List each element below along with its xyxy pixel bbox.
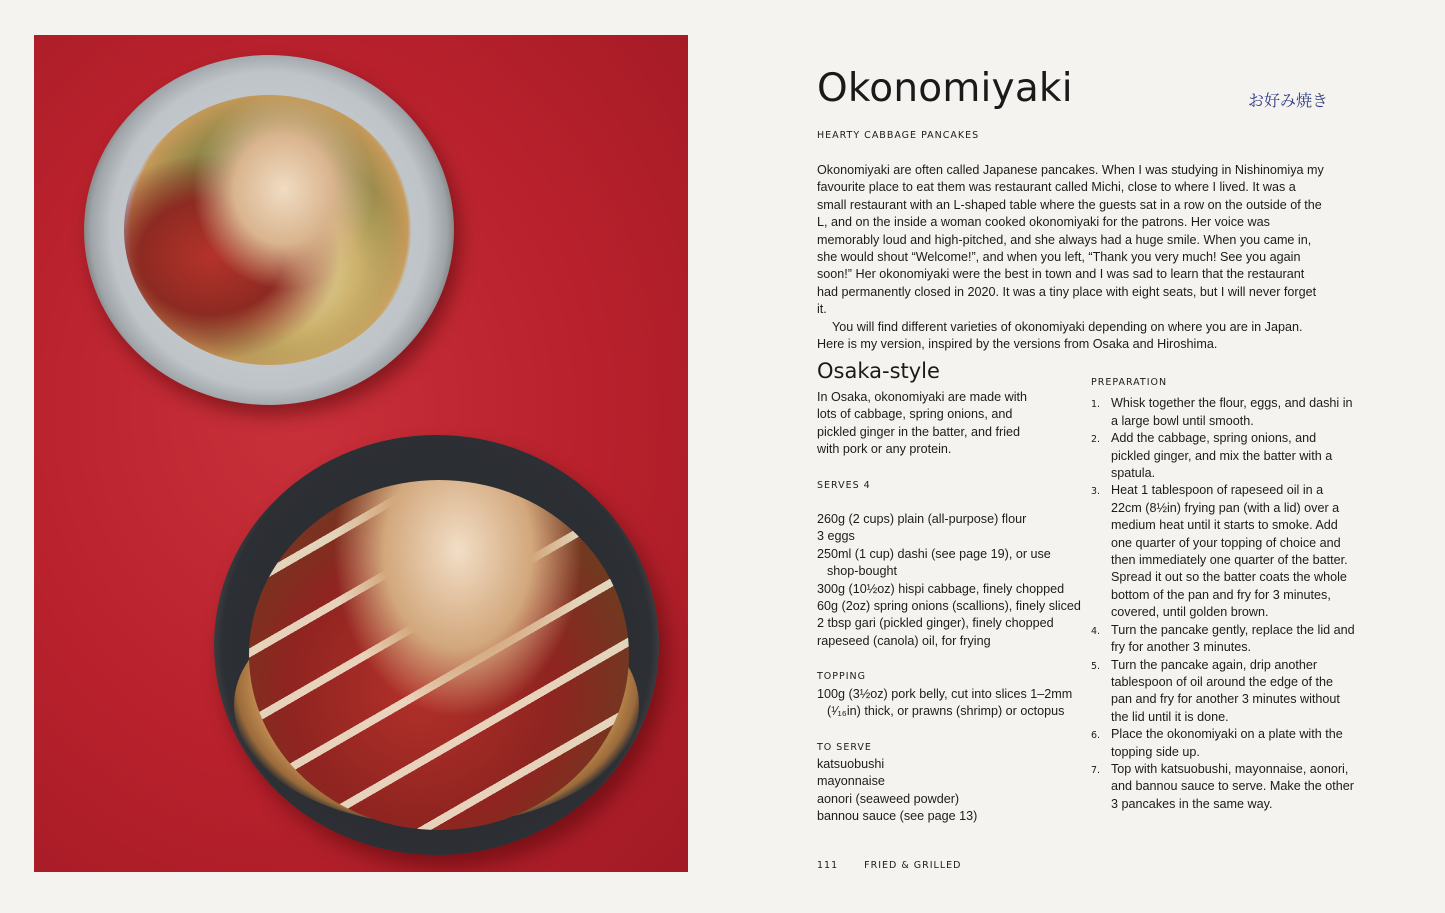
chapter-name: FRIED & GRILLED xyxy=(864,860,962,871)
ingredient-item: 3 eggs xyxy=(817,529,855,544)
step-number: 2. xyxy=(1091,434,1101,446)
topping-label: TOPPING xyxy=(817,671,867,683)
step-item xyxy=(1091,430,1356,482)
preparation-column xyxy=(1091,374,1356,813)
step-number: 7. xyxy=(1091,764,1101,776)
recipe-subtitle: HEARTY CABBAGE PANCAKES xyxy=(817,130,980,141)
step-number: 3. xyxy=(1091,486,1101,498)
recipe-description: In Osaka, okonomiyaki are made with lots of cabbage, spring onions, and pickled ginger in the batter, and fried with pork or any protein. xyxy=(817,390,1027,457)
to-serve-group xyxy=(817,739,1082,826)
step-item xyxy=(1091,395,1356,430)
intro-text xyxy=(817,162,1327,353)
step-text: Turn the pancake again, drip another tablespoon of oil around the edge of the pan and fry for another 3 minutes without the lid until it is done. xyxy=(1111,657,1340,724)
ingredient-item: 2 tbsp gari (pickled ginger), finely chopped xyxy=(817,616,1054,631)
preparation-steps xyxy=(1091,395,1356,813)
ingredient-list xyxy=(817,511,1082,650)
ingredient-item: rapeseed (canola) oil, for frying xyxy=(817,633,991,648)
serves-label: SERVES 4 xyxy=(817,479,871,491)
to-serve-item: mayonnaise xyxy=(817,774,885,789)
step-number: 5. xyxy=(1091,660,1101,672)
recipe-title: Okonomiyaki xyxy=(817,66,1073,111)
section-title: Osaka-style xyxy=(817,359,940,383)
top-okonomiyaki xyxy=(124,95,414,365)
to-serve-item: bannou sauce (see page 13) xyxy=(817,809,978,824)
bottom-plate xyxy=(214,435,659,855)
intro-paragraph: You will find different varieties of okonomiyaki depending on where you are in Japan. Here is my version, inspired by the versions from Osaka and Hiroshima. xyxy=(817,319,1303,352)
japanese-title: お好み焼き xyxy=(1248,91,1329,110)
intro-paragraph: Okonomiyaki are often called Japanese pancakes. When I was studying in Nishinomiya my favourite place to eat them was restaurant called Michi, close to where I lived. It was a small restaurant with an L-shaped table where the guests sat in a row on the outside of the L, and on the inside a woman cooked okonomiyaki for the patrons. Her voice was memorably loud and high-pitched, and she always had a huge smile. When you came in, she would shout “Welcome!”, and when you left, “Thank you very much! See you again soon!” Her okonomiyaki were the best in town and I was sad to learn that the restaurant had permanently closed in 2020. It was a tiny place with eight seats, but I will never forget it. xyxy=(817,163,1324,317)
topping-group xyxy=(817,668,1082,720)
step-text: Whisk together the flour, eggs, and dashi in a large bowl until smooth. xyxy=(1111,396,1353,428)
preparation-label: PREPARATION xyxy=(1091,377,1168,388)
ingredients-column xyxy=(817,389,1082,826)
step-text: Add the cabbage, spring onions, and pickled ginger, and mix the batter with a spatula. xyxy=(1111,431,1333,481)
bottom-okonomiyaki xyxy=(249,480,629,830)
to-serve-item: aonori (seaweed powder) xyxy=(817,791,960,806)
okonomiyaki-photo xyxy=(34,35,688,872)
topping-item: 100g (3½oz) pork belly, cut into slices 1–2mm (¹⁄₁₆in) thick, or prawns (shrimp) or octopus xyxy=(817,686,1073,719)
step-text: Turn the pancake gently, replace the lid and fry for another 3 minutes. xyxy=(1111,622,1355,655)
page-number: 111 xyxy=(817,860,839,871)
step-item xyxy=(1091,622,1356,657)
ingredient-item: 250ml (1 cup) dashi (see page 19), or use shop-bought xyxy=(817,546,1051,579)
to-serve-label: TO SERVE xyxy=(817,741,872,753)
step-number: 1. xyxy=(1091,399,1101,411)
to-serve-item: katsuobushi xyxy=(817,756,885,771)
step-number: 6. xyxy=(1091,730,1101,742)
to-serve-list xyxy=(817,756,1082,826)
ingredient-item: 300g (10½oz) hispi cabbage, finely chopped xyxy=(817,581,1065,596)
page-footer xyxy=(817,860,961,871)
step-item xyxy=(1091,657,1356,727)
step-text: Place the okonomiyaki on a plate with the topping side up. xyxy=(1111,727,1343,759)
step-number: 4. xyxy=(1091,625,1101,637)
step-item xyxy=(1091,761,1356,813)
ingredient-item: 260g (2 cups) plain (all-purpose) flour xyxy=(817,512,1027,527)
top-plate xyxy=(84,55,454,405)
ingredient-item: 60g (2oz) spring onions (scallions), finely sliced xyxy=(817,599,1081,614)
step-item xyxy=(1091,726,1356,761)
step-text: Heat 1 tablespoon of rapeseed oil in a 22cm (8½in) frying pan (with a lid) over a medium heat until it starts to smoke. Add one quarter of your topping of choice and then immediately one quarter of the batter. Spread it out so the batter coats the whole bottom of the pan and fry for 3 minutes, covered, until golden brown. xyxy=(1111,483,1348,620)
step-item xyxy=(1091,482,1356,621)
step-text: Top with katsuobushi, mayonnaise, aonori, and bannou sauce to serve. Make the other 3 pancakes in the same way. xyxy=(1111,761,1354,811)
topping-list xyxy=(817,686,1082,721)
